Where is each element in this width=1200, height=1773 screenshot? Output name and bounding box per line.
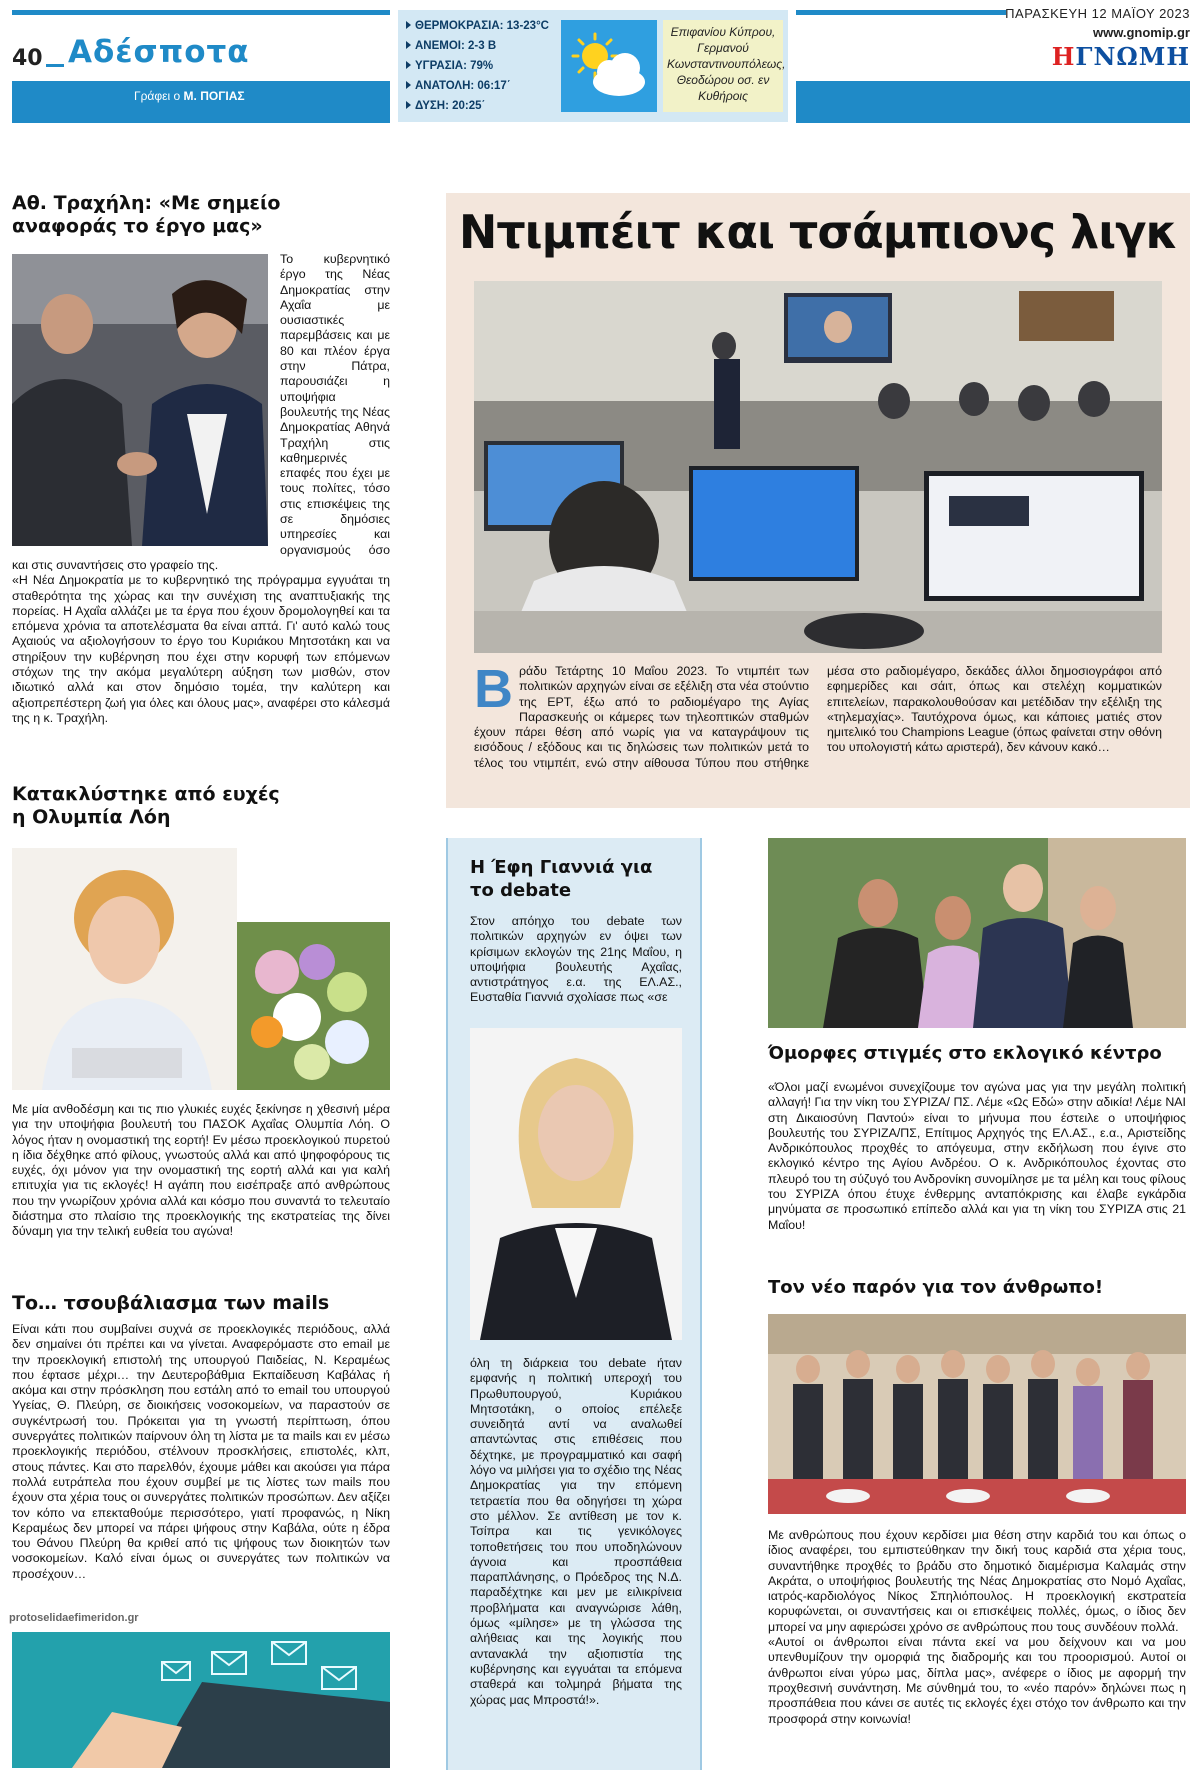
mails-body: Είναι κάτι που συμβαίνει συχνά σε προεκλογικές περιόδους, αλλά δεν σημαίνει ότι πρέπει και να γίνεται. Αναφερόμαστε στο email με την προεκλογική επιστολή της υπουργού Παιδείας, Ν. Κεραμέως που έφτασε μέχρι… την Δευτεροβάθμια Εκπαίδευση Καβάλας ή ακόμα και στην πρόσκληση που εστάλη από το email του υπουργού Υγείας, Θ. Πλεύρη, σε διοικήσεις νοσοκομείων, να παραστούν σε συγκέντρωσή του. Πρόκειται για τη γνωστή περίπτωση, όπου συνεργάτες πολιτικών παίρνουν όλη τη λίστα με τα mails και εν μέσω προεκλογικής περιόδου, στέλνουν προσκλήσεις, επιστολές, κλπ, στους πάντες. Και στο παρελθόν, έχουμε μάθει και ακούσει για πάρα πολλά ευτράπελα που έχουν συμβεί με τις λίστες των mails που έχουν στα χέρια τους οι συνεργάτες πολιτικών προσώπων. Δεν αξίζει τον κόπο να επεκταθούμε περισσότερο, γιατί προφανώς, η Νίκη Κεραμέως δεν μπορεί να πάρει ψήφους στην Καβάλα, ούτε η έδρα του Θάνου Πλεύρη θα κριθεί από τις ψήφους των διοικητών των νοσοκομείων. Καλό είναι όμως οι συνεργάτες των πολιτικών να προσέχουν… — [12, 1322, 390, 1581]
byline-prefix: Γράφει ο — [134, 89, 181, 103]
website-url: www.gnomip.gr — [1092, 25, 1190, 40]
header-top-bar-right — [796, 10, 1006, 15]
trachili-intro: Το κυβερνητικό έργο της Νέας Δημοκρατίας στην Αχαΐα με ουσιαστικές παρεμβάσεις και με 80 και πλέον έργα στην Πάτρα, παρουσιάζει η υποψήφια βουλευτής της Νέας Δημοκρατίας Αθηνά Τραχήλη στις καθημερινές επαφές που έχει με τους πολίτες, τόσο στις επισκέψεις της σε δημόσιες υπηρεσίες και οργανισμούς όσο και στις συναντήσεις στο γραφείο της. — [12, 252, 390, 572]
weather-box — [398, 10, 788, 122]
header-bar-right — [796, 81, 1190, 123]
weather-humidity: ΥΓΡΑΣΙΑ: 79% — [406, 56, 549, 76]
issue-date: ΠΑΡΑΣΚΕΥΗ 12 ΜΑΪΟΥ 2023 — [1005, 6, 1190, 21]
feature-dropcap: Β — [474, 659, 513, 719]
loni-body: Με μία ανθοδέσμη και τις πιο γλυκιές ευχές ξεκίνησε η χθεσινή μέρα για την υποψήφια βουλευτή του ΠΑΣΟΚ Αχαΐας Ολυμπία Λόη. Ο λόγος ήταν η ονομαστική της εορτή! Εν μέσω προεκλογικού πυρετού η ίδια δέχθηκε από φίλους, γνωστούς αλλά και από ψηφοφόρους τις ευχές, όχι μόνον για την ονομαστική της εορτή αλλά και για καλή επιτυχία για τις εκλογές! Η αγάπη που εισέπραξε από ανθρώπους που την γνωρίζουν χρόνια αλλά και κόσμο που συναντά το τελευταίο διάστημα στο πλαίσιο της προεκλογικής της εκστρατείας της δίνει δύναμη για την τελική ευθεία του αγώνα! — [12, 1102, 390, 1239]
trachili-body: «Η Νέα Δημοκρατία με το κυβερνητικό της πρόγραμμα εγγυάται τη σταθερότητα της χώρας και την συνέχιση της αναπτυξιακής της πορείας. Η Αχαΐα αλλάζει με τα έργα που έχουν δρομολογηθεί και τα επόμενα χρόνια τα αποτελέσματα θα είναι απτά. Γι' αυτό καλώ τους Αχαιούς να αξιολογήσουν το έργο του Κυριάκου Μητσοτάκη και να στηρίξουν την κυβέρνηση που έχει στην κορυφή των επόμενων στόχων της την ακόμα μεγαλύτερη αύξηση των μισθών, στον ιδιωτικό αλλά και στον δημόσιο τομέα, την καλύτερη και αξιοπρεπέστερη ζωή για όλες και όλους μας», αναφέρει στο κάλεσμά της η κ. Τραχήλη. — [12, 573, 390, 725]
andrikopoulos-photo — [768, 838, 1186, 1028]
mails-title: Το… τσουβάλιασμα των mails — [12, 1292, 330, 1314]
trachili-title: Αθ. Τραχήλη: «Με σημείο αναφοράς το έργο μας» — [12, 192, 281, 237]
section-title: Αδέσποτα — [68, 34, 250, 70]
feature-body-text: ράδυ Τετάρτης 10 Μαΐου 2023. Το ντιμπέιτ των πολιτικών αρχηγών είναι σε εξέλιξη στα νέα στούντιο της ΕΡΤ, έξω από το ραδιομέγαρο της Αγίας Παρασκευής οι κάμερες των τηλεοπτικών σταθμών έχουν πάρει θέση από νωρίς για να καταγράψουν τις εισόδους / εξόδους και τις δηλώσεις των πολιτικών μετά το τέλος του ντιμπέιτ, ενώ στην αίθουσα Τύπου που στήθηκε μέσα στο ραδιομέγαρο, δεκάδες άλλοι δημοσιογράφοι από εφημερίδες και σάιτ, όπως και στελέχη κομματικών επιτελείων, παρακολουθούσαν και μετέδιδαν την εξέλιξη της «τηλεμαχίας». Ταυτόχρονα όμως, και κάποιες ματιές στον ημιτελικό του Champions League (όπως φαίνεται στην οθόνη του υπολογιστή κάτω αριστερά), δεν κάνουν κακό… — [474, 664, 1162, 770]
weather-sunset: ΔΥΣΗ: 20:25΄ — [406, 96, 549, 116]
giannia-left-rule — [446, 838, 448, 1770]
giannia-body: όλη τη διάρκεια του debate ήταν εμφανής η πολιτική υπεροχή του Πρωθυπουργού, Κυριάκου Μητσοτάκη, ο οποίος επέλεξε συνειδητά αντί να αναλωθεί απαντώντας στις επιθέσεις που δέχτηκε, με προγραμματικό και σαφή λόγο να μιλήσει για το σχέδιο της Νέας Δημοκρατίας για την επόμενη τετραετία που θα οδηγήσει τη χώρα στο μέλλον. Σε αντίθεση με τον κ. Τσίπρα και τις γενικόλογες τοποθετήσεις του που υποδηλώνουν άγνοια και προσπάθεια παραπλάνησης, ο Πρόεδρος της Ν.Δ. παραδέχτηκε και μεν με ειλικρίνεια προβλήματα και αναγνώρισε λάθη, όμως «μίλησε» με τη γλώσσα της αλήθειας και της λογικής που αντανακλά την αξιοπιστία της κυβέρνησης και εγγυάται τα επόμενα σταθερά και τολμηρά βήματα της χώρας μας Μπροστά!». — [470, 1356, 682, 1707]
weather-sunrise: ΑΝΑΤΟΛΗ: 06:17΄ — [406, 76, 549, 96]
sun-cloud-icon — [561, 20, 657, 112]
spiliopoulos-paragraph: Με ανθρώπους που έχουν κερδίσει μια θέση στην καρδιά του και όπως ο ίδιος αναφέρει, του εμπιστεύθηκαν την δική τους καρδιά στα χέρια τους, συναντήθηκε προχθές το βράδυ στο δημοτικό διαμέρισμα Καλαμάς στην Ακράτα, ο υποψήφιος βουλευτής της Νέας Δημοκρατίας στο Νομό Αχαΐας, ιατρός-καρδιολόγος Νίκος Σπηλιόπουλος. Η προεκλογική εκστρατεία κορυφώνεται, οι συναντήσεις και οι επισκέψεις πολλές, όμως, ο ίδιος δεν μπορεί να μην αφιερώσει χρόνο σε ανθρώπους που τους συνδέουν πολλά. — [768, 1528, 1186, 1634]
newspaper-logo: ΗΓΝΩΜΗ — [1051, 42, 1190, 71]
giannia-portrait-photo — [470, 1028, 682, 1340]
page-number: 40 — [12, 46, 43, 71]
section-dash — [46, 64, 64, 67]
andrikopoulos-body: «Όλοι μαζί ενωμένοι συνεχίζουμε τον αγώνα μας για την μεγάλη πολιτική αλλαγή! Για την νίκη του ΣΥΡΙΖΑ/ ΠΣ. Λέμε «Ως Εδώ» στην αδικία! Λέμε ΝΑΙ στη Δικαιοσύνη Παντού» είναι το μήνυμα που έστειλε ο υποψήφιος βουλευτής του ΣΥΡΙΖΑ/ΠΣ, Επίτιμος Αρχηγός της ΕΛ.ΑΣ., ε.α., Αριστείδης Ανδρικόπουλος προχθές το απόγευμα, στην εκδήλωση που έγινε στο εκλογικό κέντρο της Αγίου Ανδρέου. Ο κ. Ανδρικόπουλος έχοντας στο πλευρό του τη σύζυγό του Ανδρονίκη συνομίλησε με τα μέλη και τους φίλους του ΣΥΡΙΖΑ όπου έτυχε ένθερμης ανταπόκρισης και έλαβε εγκάρδια μηνύματα σε προσωπικό επίπεδο αλλά και για τη νίκη του ΣΥΡΙΖΑ στις 21 Μαΐου! — [768, 1080, 1186, 1232]
loni-portrait-photo — [12, 848, 237, 1090]
header-top-bar-left — [12, 10, 390, 15]
feature-press-room-photo — [474, 281, 1162, 653]
giannia-intro: Στον απόηχο του debate των πολιτικών αρχηγών εν όψει των κρίσιμων εκλογών της 21ης Μαΐου, η υποψήφια βουλευτής Αχαΐας, αντιστράτηγος ε.α. της ΕΛ.ΑΣ., Ευσταθία Γιαννιά σχολίασε πως «σε — [470, 914, 682, 1005]
spiliopoulos-body — [768, 1528, 1186, 1727]
giannia-right-rule — [700, 838, 702, 1770]
giannia-title: Η Έφη Γιαννιά για το debate — [470, 857, 653, 901]
spiliopoulos-title: Τον νέο παρόν για τον άνθρωπο! — [768, 1277, 1104, 1298]
byline-bar — [12, 81, 390, 123]
andrikopoulos-title: Όμορφες στιγμές στο εκλογικό κέντρο — [768, 1043, 1162, 1064]
spiliopoulos-group-photo — [768, 1314, 1186, 1514]
byline-name: Μ. ΠΟΓΙΑΣ — [183, 89, 245, 103]
feature-body — [474, 659, 1162, 790]
trachili-article-text — [12, 252, 390, 752]
loni-flowers-photo — [237, 922, 390, 1090]
source-watermark: protoselidaefimeridon.gr — [6, 1612, 142, 1624]
mails-laptop-photo — [12, 1632, 390, 1768]
weather-wind: ΑΝΕΜΟΙ: 2-3 Β — [406, 36, 549, 56]
trachili-photo-wrap — [12, 252, 280, 548]
weather-temperature: ΘΕΡΜΟΚΡΑΣΙΑ: 13-23°C — [406, 16, 549, 36]
nameday-box: Επιφανίου Κύπρου, Γερμανού Κωνσταντινουπόλεως, Θεοδώρου οσ. εν Κυθήροις — [663, 20, 783, 112]
spiliopoulos-quote: «Αυτοί οι άνθρωποι είναι πάντα εκεί να μου δείχνουν και να μου υπενθυμίζουν την ομορφιά της διαδρομής και του προορισμού. Αυτοί οι άνθρωποι είναι γύρω μας, δίπλα μας», ανέφερε ο ίδιος με αφορμή την προχθεσινή συνάντηση. Με σύνθημά του, το «νέο παρόν» δηλώνει πως η προσπάθεια που κάνει σε αυτές τις εκλογές έχει στόχο τον άνθρωπο και την προσφορά στην κοινωνία! — [768, 1635, 1186, 1726]
loni-title: Κατακλύστηκε από ευχές η Ολυμπία Λόη — [12, 783, 280, 828]
feature-title: Ντιμπέιτ και τσάμπιονς λιγκ — [458, 205, 1178, 259]
